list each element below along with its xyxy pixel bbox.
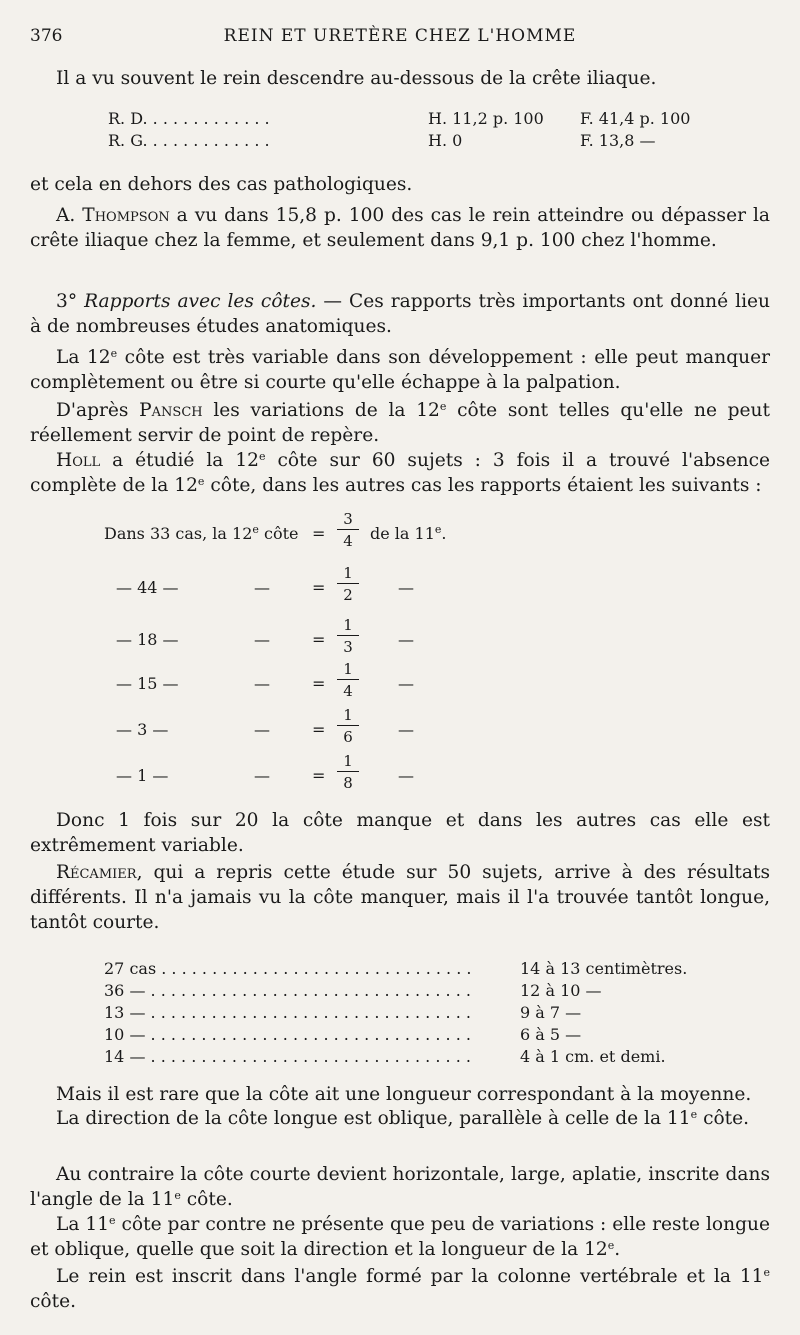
fraction: 1 3 — [337, 616, 359, 656]
paragraph-9: Récamier, qui a repris cette étude sur 50 sujets, arrive à des résultats différents. Il n'a jamais vu la côte manquer, mais il l'a trouvée tantôt longue, tantôt courte. — [30, 862, 770, 933]
paragraph-6: D'après Pansch les variations de la 12e côte sont telles qu'elle ne peut réellement servir de point de repère. — [30, 400, 770, 446]
fraction: 3 4 — [337, 510, 359, 550]
table-row — [0, 108, 800, 130]
page-number: 376 — [30, 26, 63, 46]
table-row: — 3 — — = 1 6 — — [116, 706, 414, 746]
running-title: REIN ET URETÈRE CHEZ L'HOMME — [223, 26, 577, 46]
paragraph-7: Holl a étudié la 12e côte sur 60 sujets : 3 fois il a trouvé l'absence complète de la 12e côte, dans les autres cas les rapports étaient les suivants : — [30, 450, 770, 496]
h-value: H. 11,2 p. 100 — [428, 109, 544, 128]
paragraph-3: A. Thompson a vu dans 15,8 p. 100 des cas le rein atteindre ou dépasser la crête iliaque chez la femme, et seulement dans 9,1 p. 100 chez l'homme. — [30, 205, 770, 251]
paragraph-2: et cela en dehors des cas pathologiques. — [30, 174, 413, 195]
paragraph-14: Le rein est inscrit dans l'angle formé par la colonne vertébrale et la 11e côte. — [30, 1266, 770, 1312]
table-row: 14 — . . . . . . . . . . . . . . . . . . . . . . . . . . . . . . . . 4 à 1 cm. et demi. — [104, 1047, 666, 1066]
paragraph-1: Il a vu souvent le rein descendre au-dessous de la crête iliaque. — [56, 68, 657, 89]
table-row: 13 — . . . . . . . . . . . . . . . . . . . . . . . . . . . . . . . . 9 à 7 — — [104, 1003, 582, 1022]
fraction: 1 4 — [337, 660, 359, 700]
paragraph-8: Donc 1 fois sur 20 la côte manque et dans les autres cas elle est extrêmement variable. — [30, 810, 770, 856]
paragraph-11: La direction de la côte longue est oblique, parallèle à celle de la 11e côte. — [56, 1108, 750, 1129]
paragraph-4: 3° Rapports avec les côtes. — Ces rapports très importants ont donné lieu à de nombreuses études anatomiques. — [30, 291, 770, 337]
table-row: — 18 — — = 1 3 — — [116, 616, 414, 656]
table-row: — 1 — — = 1 8 — — [116, 752, 414, 792]
table-row: 36 — . . . . . . . . . . . . . . . . . . . . . . . . . . . . . . . . 12 à 10 — — [104, 981, 602, 1000]
author-name: Récamier — [56, 862, 137, 883]
paragraph-10: Mais il est rare que la côte ait une longueur correspondant à la moyenne. — [56, 1084, 752, 1105]
table-row: 27 cas . . . . . . . . . . . . . . . . . . . . . . . . . . . . . . . 14 à 13 centimètres. — [104, 959, 688, 978]
f-value: F. 13,8 — — [580, 131, 656, 150]
table-row: — 15 — — = 1 4 — — [116, 660, 414, 700]
side-label: R. G. . . . . . . . . . . . . — [108, 131, 270, 150]
author-name: A. Thompson — [56, 205, 170, 226]
table-row: — 44 — — = 1 2 — — [116, 564, 414, 604]
page-header — [30, 26, 770, 54]
f-value: F. 41,4 p. 100 — [580, 109, 691, 128]
author-name: Holl — [56, 450, 101, 471]
paragraph-13: La 11e côte par contre ne présente que peu de variations : elle reste longue et oblique, quelle que soit la direction et la longueur de la 12e. — [30, 1214, 770, 1260]
table-row: Dans 33 cas, la 12e côte = 3 4 de la 11e. — [104, 510, 447, 550]
paragraph-12: Au contraire la côte courte devient horizontale, large, aplatie, inscrite dans l'angle de la 11e côte. — [30, 1164, 770, 1210]
fraction: 1 8 — [337, 752, 359, 792]
paragraph-5: La 12e côte est très variable dans son développement : elle peut manquer complètement ou être si courte qu'elle échappe à la palpation. — [30, 347, 770, 393]
side-label: R. D. . . . . . . . . . . . . — [108, 109, 270, 128]
author-name: Pansch — [139, 400, 203, 421]
fraction: 1 2 — [337, 564, 359, 604]
section-title: Rapports avec les côtes. — [84, 291, 317, 312]
fraction: 1 6 — [337, 706, 359, 746]
table-row: 10 — . . . . . . . . . . . . . . . . . . . . . . . . . . . . . . . . 6 à 5 — — [104, 1025, 582, 1044]
h-value: H. 0 — [428, 131, 463, 150]
table-row — [0, 130, 800, 152]
